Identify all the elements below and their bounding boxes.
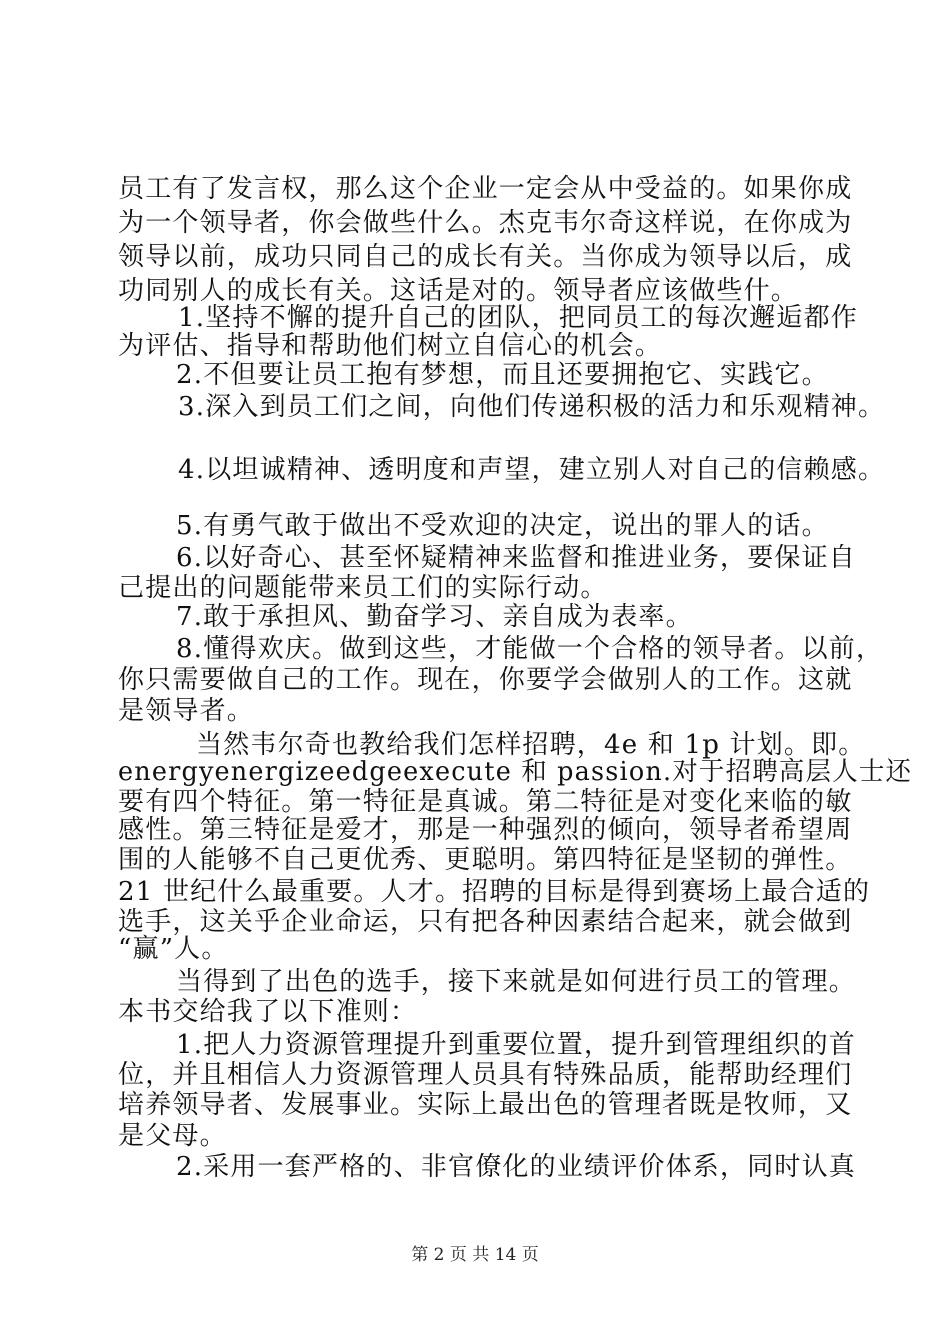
body-text-line: 当得到了出色的选手，接下来就是如何进行员工的管理。 [176, 967, 857, 997]
body-text-line: 2.采用一套严格的、非官僚化的业绩评价体系，同时认真 [176, 1152, 857, 1182]
body-text-line: 为一个领导者，你会做些什么。杰克韦尔奇这样说，在你成为 [118, 208, 853, 238]
body-text-line: 功同别人的成长有关。这话是对的。领导者应该做些什。 [118, 276, 799, 306]
body-text-line: 是父母。 [118, 1121, 227, 1151]
body-text-line: 位，并且相信人力资源管理人员具有特殊品质，能帮助经理们 [118, 1060, 853, 1090]
body-text-line: 2.不但要让员工抱有梦想，而且还要拥抱它、实践它。 [176, 360, 829, 390]
body-text-line: 当然韦尔奇也教给我们怎样招聘，4e 和 1p 计划。即。 [196, 730, 866, 760]
body-text-line: 你只需要做自己的工作。现在，你要学会做别人的工作。这就 [118, 665, 853, 695]
body-text-line: 培养领导者、发展事业。实际上最出色的管理者既是牧师，又 [118, 1090, 853, 1120]
body-text-line: 8.懂得欢庆。做到这些，才能做一个合格的领导者。以前， [176, 634, 884, 664]
body-text-line: 是领导者。 [118, 696, 255, 726]
body-text-line: 领导以前，成功只同自己的成长有关。当你成为领导以后，成 [118, 242, 853, 272]
body-text-line: 7.敢于承担风、勤奋学习、亲自成为表率。 [176, 602, 693, 632]
body-text-line: 感性。第三特征是爱才，那是一种强烈的倾向，领导者希望周 [118, 815, 853, 845]
body-text-line: 选手，这关乎企业命运，只有把各种因素结合起来，就会做到 [118, 907, 853, 937]
body-text-line: 6.以好奇心、甚至怀疑精神来监督和推进业务，要保证自 [176, 543, 857, 573]
body-text-line: 本书交给我了以下准则： [118, 997, 418, 1027]
body-text-line: 为评估、指导和帮助他们树立自信心的机会。 [118, 331, 663, 361]
body-text-line: 围的人能够不自己更优秀、更聪明。第四特征是坚韧的弹性。 [118, 845, 853, 875]
body-text-line: energyenergizeedgeexecute 和 passion.对于招聘高层人士还 [118, 757, 913, 787]
body-text-line: 己提出的问题能带来员工们的实际行动。 [118, 573, 608, 603]
body-text-line: 3.深入到员工们之间，向他们传递积极的活力和乐观精神。 [178, 392, 886, 422]
body-text-line: 4.以坦诚精神、透明度和声望，建立别人对自己的信赖感。 [178, 455, 886, 485]
body-text-line: 5.有勇气敢于做出不受欢迎的决定，说出的罪人的话。 [176, 511, 829, 541]
body-text-line: 1.把人力资源管理提升到重要位置，提升到管理组织的首 [176, 1030, 857, 1060]
body-text-line: “赢”人。 [118, 934, 229, 964]
body-text-line: 21 世纪什么最重要。人才。招聘的目标是得到赛场上最合适的 [118, 877, 871, 907]
body-text-line: 员工有了发言权，那么这个企业一定会从中受益的。如果你成 [118, 174, 853, 204]
body-text-line: 要有四个特征。第一特征是真诚。第二特征是对变化来临的敏 [118, 787, 853, 817]
body-text-line: 1.坚持不懈的提升自己的团队，把同员工的每次邂逅都作 [178, 303, 859, 333]
page-number-footer: 第 2 页 共 14 页 [411, 1245, 539, 1265]
